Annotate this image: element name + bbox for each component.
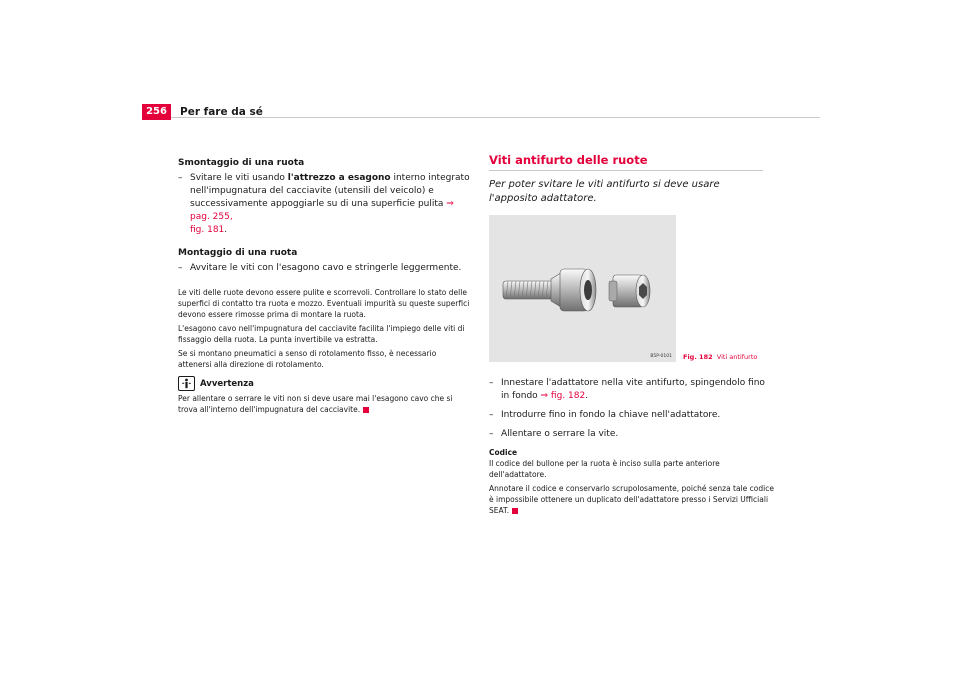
adapter-step-3: – Allentare o serrare la vite. xyxy=(489,429,619,439)
code-paragraph-2: Annotare il codice e conservarlo scrupolosamente, poiché senza tale codice è impossibile ottenere un duplicato dell'adattatore presso i Servizi Ufficiali SEAT. xyxy=(489,484,774,515)
running-head: Per fare da sé xyxy=(180,106,263,118)
note-paragraph-3: Se si montano pneumatici a senso di rotolamento fisso, è necessario attenersi alla direzione di rotolamento. xyxy=(178,349,437,369)
anti-theft-bolt-illustration xyxy=(489,215,676,362)
section-rule xyxy=(489,170,763,171)
section-lead: Per poter svitare le viti antifurto si deve usare l'apposito adattatore. xyxy=(489,179,720,204)
remove-wheel-step: – Svitare le viti usando l'attrezzo a esagono interno integrato nell'impugnatura del cacciavite (utensili del veicolo) e successivamente appoggiarle su di una superficie pulita ⇒ pag. 255, fig. 181. xyxy=(178,173,470,235)
warning-header xyxy=(178,376,470,391)
anti-theft-bolt-figure xyxy=(489,215,676,362)
page-reference-link[interactable]: ⇒ pag. 255, xyxy=(190,199,454,222)
adapter-step-1: – Innestare l'adattatore nella vite antifurto, spingendolo fino in fondo ⇒ fig. 182. xyxy=(489,378,765,401)
adapter-step-2: – Introdurre fino in fondo la chiave nell'adattatore. xyxy=(489,410,721,420)
code-heading: Codice xyxy=(489,448,518,457)
note-paragraph-1: Le viti delle ruote devono essere pulite e scorrevoli. Controllare lo stato delle superfici di contatto tra ruota e mozzo. Eventuali impurità su queste superfici devono essere rimosse prima di montare la ruota. xyxy=(178,288,470,319)
mount-wheel-step: – Avvitare le viti con l'esagono cavo e stringerle leggermente. xyxy=(178,263,462,273)
section-title: Viti antifurto delle ruote xyxy=(489,153,648,167)
code-paragraph-1: Il codice del bullone per la ruota è inciso sulla parte anteriore dell'adattatore. xyxy=(489,459,720,479)
figure-code: B5P-0101 xyxy=(650,354,672,359)
figure-182 xyxy=(489,215,774,363)
note-paragraph-2: L'esagono cavo nell'impugnatura del cacciavite facilita l'impiego delle viti di fissaggio della ruota. La punta invertibile va estratta. xyxy=(178,324,465,344)
figure-caption: Fig. 182 Viti antifurto xyxy=(683,353,758,361)
section-end-marker xyxy=(363,407,369,413)
mount-wheel-heading: Montaggio di una ruota xyxy=(178,248,298,258)
page-number: 256 xyxy=(142,104,171,120)
info-note-icon xyxy=(178,376,195,391)
warning-text: Per allentare o serrare le viti non si deve usare mai l'esagono cavo che si trova all'interno dell'impugnatura del cacciavite. xyxy=(178,394,453,414)
section-end-marker xyxy=(512,508,518,514)
figure-182-link[interactable]: ⇒ fig. 182 xyxy=(540,391,586,401)
remove-wheel-heading: Smontaggio di una ruota xyxy=(178,158,305,168)
figure-181-link[interactable]: fig. 181 xyxy=(190,225,225,235)
right-column xyxy=(489,153,774,519)
left-column xyxy=(178,157,470,418)
warning-label: Avvertenza xyxy=(200,378,254,389)
tool-name: l'attrezzo a esagono xyxy=(287,173,391,183)
